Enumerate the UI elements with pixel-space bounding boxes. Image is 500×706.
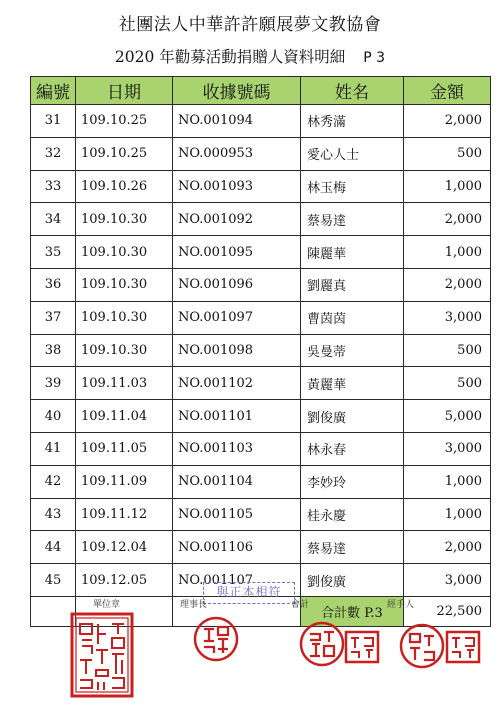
donation-date: 109.10.30: [76, 301, 173, 334]
donation-date: 109.10.30: [76, 236, 173, 269]
receipt-number: NO.001102: [173, 367, 301, 400]
donor-name: 蔡易達: [301, 203, 404, 236]
table-row: [31, 137, 491, 170]
donor-table: [30, 76, 491, 627]
table-row: [31, 170, 491, 203]
row-number: 32: [31, 137, 76, 170]
donation-date: 109.11.05: [76, 432, 173, 465]
column-header-amount: 金額: [404, 77, 491, 105]
row-number: 40: [31, 400, 76, 433]
certified-copy-stamp: 與正本相符: [203, 582, 295, 604]
column-header-number: 編號: [31, 77, 76, 105]
table-row: [31, 268, 491, 301]
chairman-label: 理事長: [180, 600, 208, 610]
receipt-number: NO.001094: [173, 105, 301, 138]
receipt-number: NO.001104: [173, 465, 301, 498]
total-empty-cell: [31, 596, 76, 626]
donor-name: 劉麗真: [301, 268, 404, 301]
donor-name: 桂永慶: [301, 498, 404, 531]
table-row: [31, 432, 491, 465]
total-amount: 22,500: [404, 596, 491, 626]
donation-amount: 500: [404, 334, 491, 367]
donation-date: 109.10.30: [76, 334, 173, 367]
column-header-date: 日期: [76, 77, 173, 105]
donation-date: 109.11.03: [76, 367, 173, 400]
accountant-square-seal: [344, 630, 380, 664]
receipt-number: NO.001098: [173, 334, 301, 367]
receipt-number: NO.001097: [173, 301, 301, 334]
donor-name: 劉俊廣: [301, 564, 404, 597]
receipt-number: NO.001096: [173, 268, 301, 301]
donation-amount: 3,000: [404, 301, 491, 334]
table-row: [31, 105, 491, 138]
donation-date: 109.11.04: [76, 400, 173, 433]
donor-name: 李妙玲: [301, 465, 404, 498]
receipt-number: NO.001095: [173, 236, 301, 269]
donation-amount: 500: [404, 367, 491, 400]
row-number: 41: [31, 432, 76, 465]
donor-name: 陳麗華: [301, 236, 404, 269]
donor-name: 愛心人士: [301, 137, 404, 170]
donation-date: 109.11.09: [76, 465, 173, 498]
receipt-number: NO.001092: [173, 203, 301, 236]
table-row: [31, 301, 491, 334]
handler-seal-stamp: [398, 622, 446, 670]
donation-amount: 500: [404, 137, 491, 170]
page-number: P 3: [363, 50, 386, 66]
organization-name: 社團法人中華許許願展夢文教協會: [118, 15, 382, 35]
row-number: 36: [31, 268, 76, 301]
donation-amount: 5,000: [404, 400, 491, 433]
handler-square-seal: [445, 630, 481, 664]
row-number: 33: [31, 170, 76, 203]
receipt-number: NO.001101: [173, 400, 301, 433]
receipt-number: NO.001106: [173, 531, 301, 564]
document-title: [0, 45, 500, 67]
donor-name: 吳曼蒂: [301, 334, 404, 367]
donation-date: 109.10.30: [76, 268, 173, 301]
row-number: 44: [31, 531, 76, 564]
receipt-number: NO.001105: [173, 498, 301, 531]
donation-date: 109.10.30: [76, 203, 173, 236]
receipt-number: NO.001107: [173, 564, 301, 597]
row-number: 37: [31, 301, 76, 334]
donation-amount: 3,000: [404, 432, 491, 465]
row-number: 34: [31, 203, 76, 236]
table-header-row: [31, 77, 491, 105]
accountant-seal-stamp: [298, 620, 346, 668]
donation-date: 109.12.04: [76, 531, 173, 564]
receipt-number: NO.001093: [173, 170, 301, 203]
handler-label: 經手人: [387, 600, 415, 610]
table-row: [31, 334, 491, 367]
organization-seal-stamp: [70, 612, 134, 698]
donation-amount: 1,000: [404, 170, 491, 203]
donor-name: 林秀滿: [301, 105, 404, 138]
donation-date: 109.12.05: [76, 564, 173, 597]
row-number: 43: [31, 498, 76, 531]
donation-date: 109.10.25: [76, 137, 173, 170]
donation-amount: 1,000: [404, 498, 491, 531]
title-text: 2020 年勸募活動捐贈人資料明細: [114, 48, 346, 66]
row-number: 45: [31, 564, 76, 597]
donation-amount: 2,000: [404, 203, 491, 236]
donation-amount: 1,000: [404, 465, 491, 498]
row-number: 42: [31, 465, 76, 498]
donor-name: 林玉梅: [301, 170, 404, 203]
donation-amount: 2,000: [404, 105, 491, 138]
accountant-label: 會計: [291, 600, 310, 610]
donation-amount: 2,000: [404, 268, 491, 301]
donation-date: 109.10.26: [76, 170, 173, 203]
table-row: [31, 367, 491, 400]
receipt-number: NO.001103: [173, 432, 301, 465]
table-row: [31, 498, 491, 531]
column-header-name: 姓名: [301, 77, 404, 105]
donation-amount: 2,000: [404, 531, 491, 564]
total-label: 合計數 P.3: [301, 596, 404, 626]
donation-amount: 3,000: [404, 564, 491, 597]
column-header-receipt: 收據號碼: [173, 77, 301, 105]
donation-date: 109.10.25: [76, 105, 173, 138]
donation-amount: 1,000: [404, 236, 491, 269]
chairman-seal-stamp: [192, 615, 240, 663]
table-row: [31, 203, 491, 236]
donor-name: 黃麗華: [301, 367, 404, 400]
row-number: 39: [31, 367, 76, 400]
donor-name: 曹茵茵: [301, 301, 404, 334]
donor-name: 劉俊廣: [301, 400, 404, 433]
table-row: [31, 400, 491, 433]
unit-seal-label: 單位章: [93, 600, 121, 610]
table-row: [31, 236, 491, 269]
donation-date: 109.11.12: [76, 498, 173, 531]
table-row: [31, 465, 491, 498]
row-number: 31: [31, 105, 76, 138]
table-row: [31, 531, 491, 564]
donor-name: 蔡易達: [301, 531, 404, 564]
row-number: 35: [31, 236, 76, 269]
row-number: 38: [31, 334, 76, 367]
receipt-number: NO.000953: [173, 137, 301, 170]
donor-name: 林永春: [301, 432, 404, 465]
